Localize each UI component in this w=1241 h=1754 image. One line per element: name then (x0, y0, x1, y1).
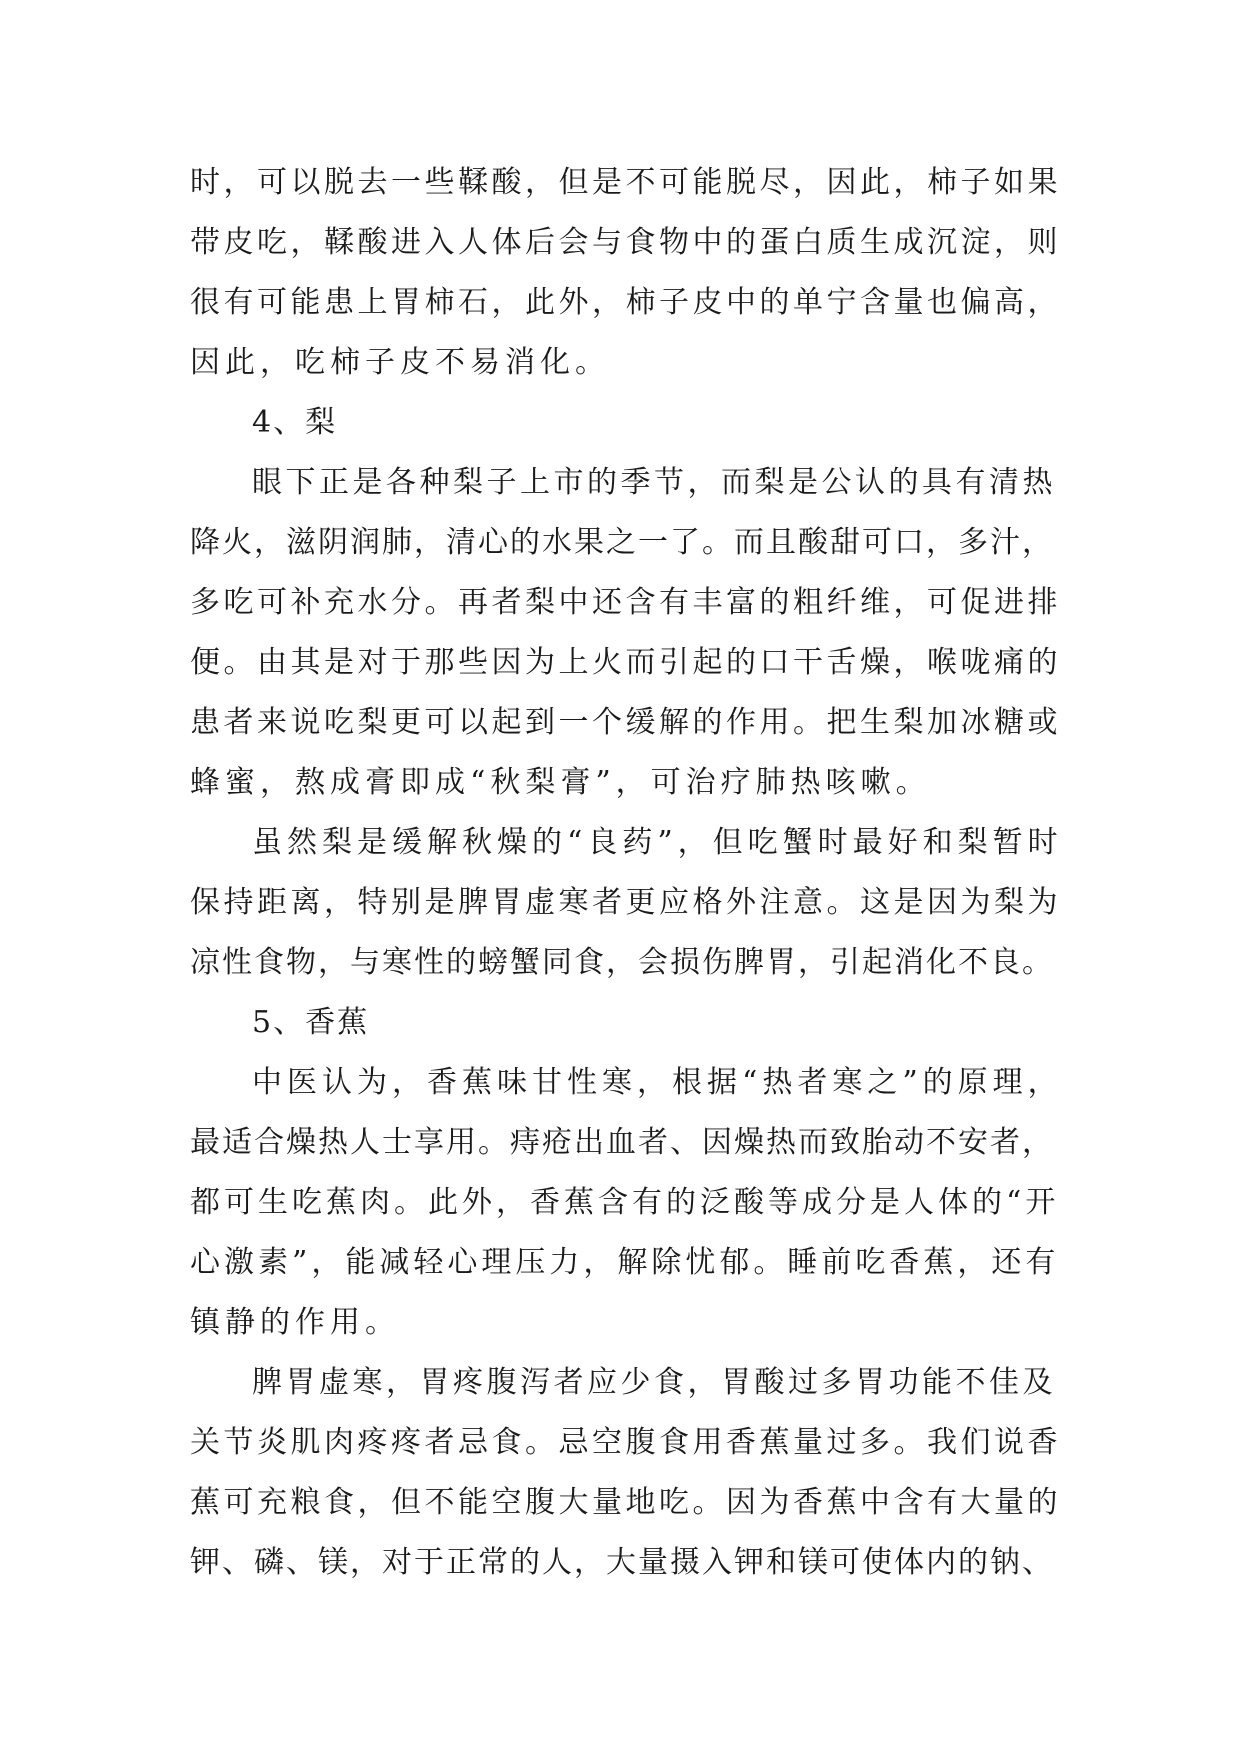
paragraph-line: 中医认为，香蕉味甘性寒，根据“热者寒之”的原理， (252, 1065, 1063, 1100)
paragraph-line: 虽然梨是缓解秋燥的“良药”，但吃蟹时最好和梨暂时 (252, 825, 1063, 860)
section-heading-banana: 5、香蕉 (252, 1005, 370, 1040)
paragraph-line: 蜂蜜，熬成膏即成“秋梨膏”，可治疗肺热咳嗽。 (190, 765, 931, 800)
paragraph-line: 患者来说吃梨更可以起到一个缓解的作用。把生梨加冰糖或 (190, 705, 1061, 740)
paragraph-line: 最适合燥热人士享用。痔疮出血者、因燥热而致胎动不安者， (190, 1125, 1054, 1160)
paragraph-line: 蕉可充粮食，但不能空腹大量地吃。因为香蕉中含有大量的 (190, 1485, 1061, 1520)
paragraph-line: 脾胃虚寒，胃疼腹泻者应少食，胃酸过多胃功能不佳及 (252, 1365, 1056, 1400)
paragraph-line: 降火，滋阴润肺，清心的水果之一了。而且酸甜可口，多汁， (190, 525, 1054, 560)
section-heading-pear: 4、梨 (252, 405, 338, 440)
paragraph-line: 便。由其是对于那些因为上火而引起的口干舌燥，喉咙痛的 (190, 645, 1061, 680)
paragraph-line: 很有可能患上胃柿石，此外，柿子皮中的单宁含量也偏高， (190, 285, 1061, 320)
paragraph-line: 关节炎肌肉疼疼者忌食。忌空腹食用香蕉量过多。我们说香 (190, 1425, 1061, 1460)
paragraph-line: 时，可以脱去一些鞣酸，但是不可能脱尽，因此，柿子如果 (190, 165, 1061, 200)
paragraph-line: 钾、磷、镁，对于正常的人，大量摄入钾和镁可使体内的钠、 (190, 1545, 1054, 1580)
paragraph-line: 眼下正是各种梨子上市的季节，而梨是公认的具有清热 (252, 465, 1056, 500)
paragraph-line: 保持距离，特别是脾胃虚寒者更应格外注意。这是因为梨为 (190, 885, 1061, 920)
paragraph-line: 因此，吃柿子皮不易消化。 (190, 345, 610, 380)
paragraph-line: 镇静的作用。 (190, 1305, 400, 1340)
paragraph-line: 多吃可补充水分。再者梨中还含有丰富的粗纤维，可促进排 (190, 585, 1061, 620)
paragraph-line: 带皮吃，鞣酸进入人体后会与食物中的蛋白质生成沉淀，则 (190, 225, 1061, 260)
paragraph-line: 心激素”，能减轻心理压力，解除忧郁。睡前吃香蕉，还有 (190, 1245, 1060, 1280)
paragraph-line: 凉性食物，与寒性的螃蟹同食，会损伤脾胃，引起消化不良。 (190, 945, 1054, 980)
paragraph-line: 都可生吃蕉肉。此外，香蕉含有的泛酸等成分是人体的“开 (190, 1185, 1060, 1220)
